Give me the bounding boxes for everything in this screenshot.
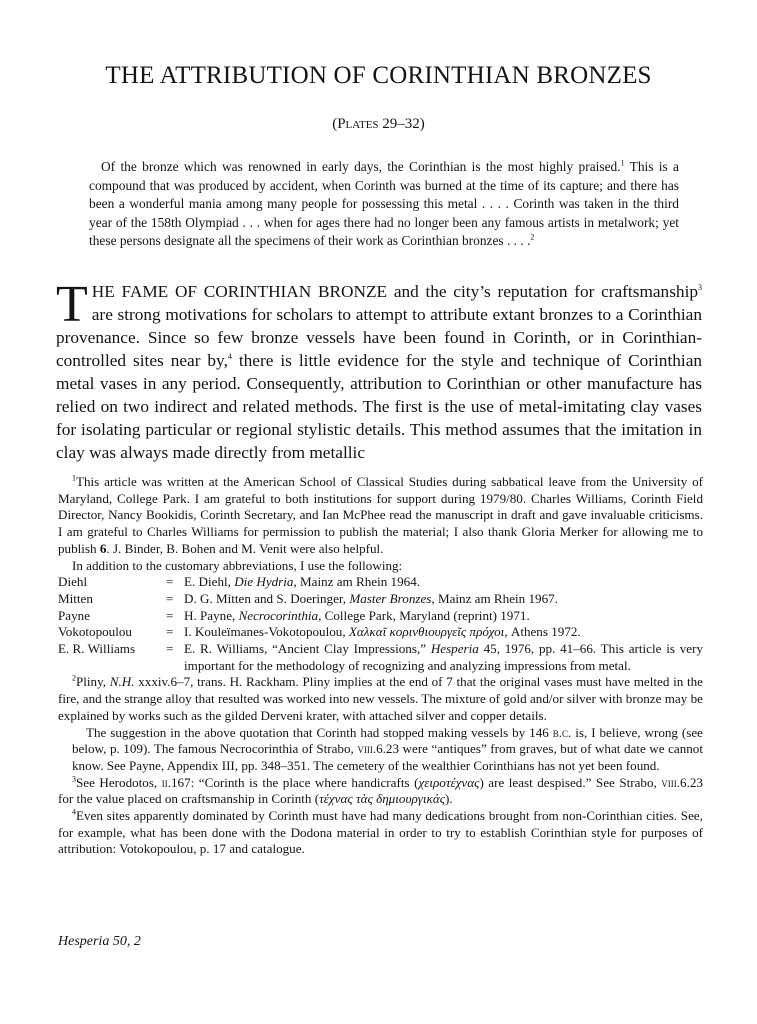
abbreviation-row: Mitten = D. G. Mitten and S. Doeringer, Master Bronzes, Mainz am Rhein 1967.: [58, 590, 558, 606]
footnote-ref-4[interactable]: 4: [227, 352, 232, 362]
footnote-3: $^3$See Herodotos, ii.167: “Corinth is the place where handicrafts (χειροτέχνας) are least despised.” See Strabo, viii.6.23 for the value placed on craftsmanship in Corinth (τέχνας τὰς δημιουργικάς).: [58, 774, 703, 807]
plates-reference: (Plates 29–32): [332, 116, 425, 132]
abbreviation-row: Payne = H. Payne, Necrocorinthia, College Park, Maryland (reprint) 1971.: [58, 607, 530, 623]
footnote-ref-3[interactable]: 3: [698, 283, 703, 293]
footnote-4: $^4$Even sites apparently dominated by Corinth must have had many dedications brought from non-Corinthian cities. See, for example, what has been done with the Dodona material in order to try to establish Corinthian style for purposes of attribution: Votokopoulou, p. 17 and catalogue.: [58, 807, 703, 857]
article-title: THE ATTRIBUTION OF CORINTHIAN BRONZES: [105, 62, 652, 89]
abbreviation-row: E. R. Williams = E. R. Williams, “Ancient Clay Impressions,” Hesperia 45, 1976, pp. 41–66. This article is very important for the methodology of recognizing and analyzing impressions from metal.: [58, 641, 703, 673]
footnotes: [58, 474, 703, 858]
footnote-2-continued: The suggestion in the above quotation that Corinth had stopped making vessels by 146 b.c. is, I believe, wrong (see below, p. 109). The famous Necrocorinthia of Strabo, viii.6.23 were “antiques” from graves, but of what date we cannot know. See Payne, Appendix III, pp. 348–351. The cemetery of the wealthier Corinthians has not yet been found.: [72, 724, 703, 773]
abbreviations-intro: In addition to the customary abbreviations, I use the following:: [72, 557, 403, 573]
abbreviation-row: Vokotopoulou = I. Kouleïmanes-Vokotopoulou, Χαλκαῖ κορινθιουργεῖς πρόχοι, Athens 1972.: [58, 624, 581, 640]
footnote-1: $^1$This article was written at the American School of Classical Studies during sabbatical leave from the University of Maryland, College Park. I am grateful to both institutions for support during 1979/80. Charles Williams, Corinth Field Director, Nancy Bookidis, Corinth Secretary, and Ian McPhee read the manuscript in draft and gave invaluable criticisms. I am grateful to Charles Williams for permission to publish the material; I also thank Gloria Merker for allowing me to publish 6. J. Binder, B. Bohen and M. Venit were also helpful.: [58, 473, 703, 556]
journal-footer: Hesperia 50, 2: [58, 934, 141, 949]
lead-in-text: HE FAME OF CORINTHIAN BRONZE: [91, 282, 388, 301]
abbreviation-row: Diehl = E. Diehl, Die Hydria, Mainz am Rhein 1964.: [58, 574, 421, 590]
footnote-2: $^2$Pliny, N.H. xxxiv.6–7, trans. H. Rackham. Pliny implies at the end of 7 that the original vases must have melted in the fire, and the strange alloy that resulted was worked into new vessels. The mixture of gold and/or silver with bronze may be explained by works such as the gilded Derveni krater, with attached silver and copper details.: [58, 674, 703, 723]
drop-cap: T: [56, 276, 88, 333]
epigraph-quote: Of the bronze which was renowned in early days, the Corinthian is the most highly praised.$^1$ This is a compound that was produced by accident, when Corinth was burned at the time of its capture; and there has been a wonderful mania among many people for possessing this metal . . . . Corinth was taken in the third year of the 158th Olympiad . . . when for ages there had no longer been any famous artists in metalwork; yet these persons designate all the specimens of their work as Corinthian bronzes . . . .$^2$: [89, 158, 680, 248]
body-paragraph: THE FAME OF CORINTHIAN BRONZE and the city’s reputation for craftsmanship$^3$ are strong motivations for scholars to attempt to attribute extant bronzes to a Corinthian provenance. Since so few bronze vessels have been found in Corinth, or in Corinthian-controlled sites near by,$^4$ there is little evidence for the style and technique of Corinthian metal vases in any period. Consequently, attribution to Corinthian or other manufacture has relied on two indirect and related methods. The first is the use of metal-imitating clay vases for isolating particular or regional stylistic details. This method assumes that the imitation in clay was always made directly from metallic: [56, 276, 703, 462]
footnote-ref-2[interactable]: 2: [530, 232, 535, 242]
footnote-ref-1[interactable]: 1: [620, 158, 625, 168]
